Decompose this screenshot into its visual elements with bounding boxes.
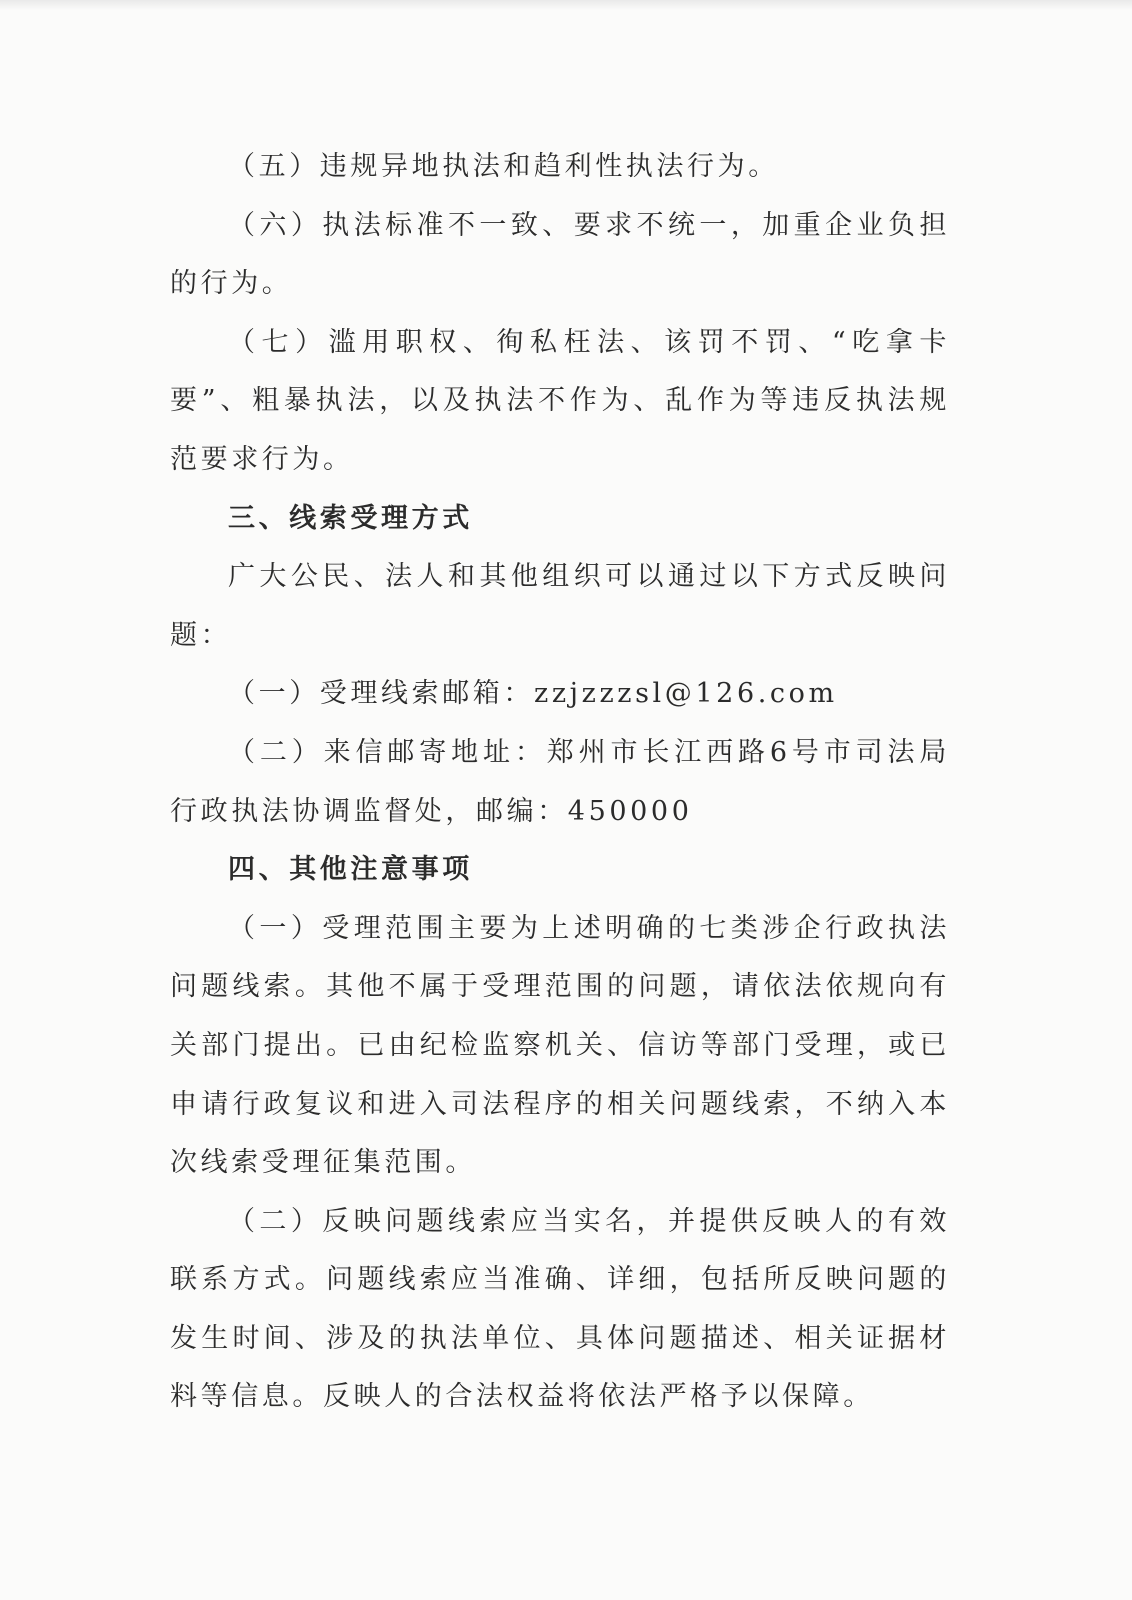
clause-six: （六）执法标准不一致、要求不统一，加重企业负担的行为。 (170, 209, 950, 300)
clause-seven: （七）滥用职权、徇私枉法、该罚不罚、“吃拿卡要”、粗暴执法，以及执法不作为、乱作为等违反执法规范要求行为。 (170, 326, 950, 475)
scan-shadow (0, 0, 1132, 10)
clause-five: （五）违规异地执法和趋利性执法行为。 (228, 151, 779, 182)
section-heading-three: 三、线索受理方式 (228, 502, 473, 534)
document-body (170, 138, 950, 1427)
intro-paragraph: 广大公民、法人和其他组织可以通过以下方式反映问题： (170, 561, 950, 651)
email-item: （一）受理线索邮箱：zzjzzzsl@126.com (228, 678, 838, 710)
scope-note: （一）受理范围主要为上述明确的七类涉企行政执法问题线索。其他不属于受理范围的问题，请依法依规向有关部门提出。已由纪检监察机关、信访等部门受理，或已申请行政复议和进入司法程序的相关问题线索，不纳入本次线索受理征集范围。 (170, 912, 950, 1179)
real-name-note: （二）反映问题线索应当实名，并提供反映人的有效联系方式。问题线索应当准确、详细，包括所反映问题的发生时间、涉及的执法单位、具体问题描述、相关证据材料等信息。反映人的合法权益将依法严格予以保障。 (170, 1205, 950, 1413)
address-item: （二）来信邮寄地址：郑州市长江西路6号市司法局行政执法协调监督处，邮编：450000 (170, 736, 950, 827)
section-heading-four: 四、其他注意事项 (228, 854, 473, 886)
